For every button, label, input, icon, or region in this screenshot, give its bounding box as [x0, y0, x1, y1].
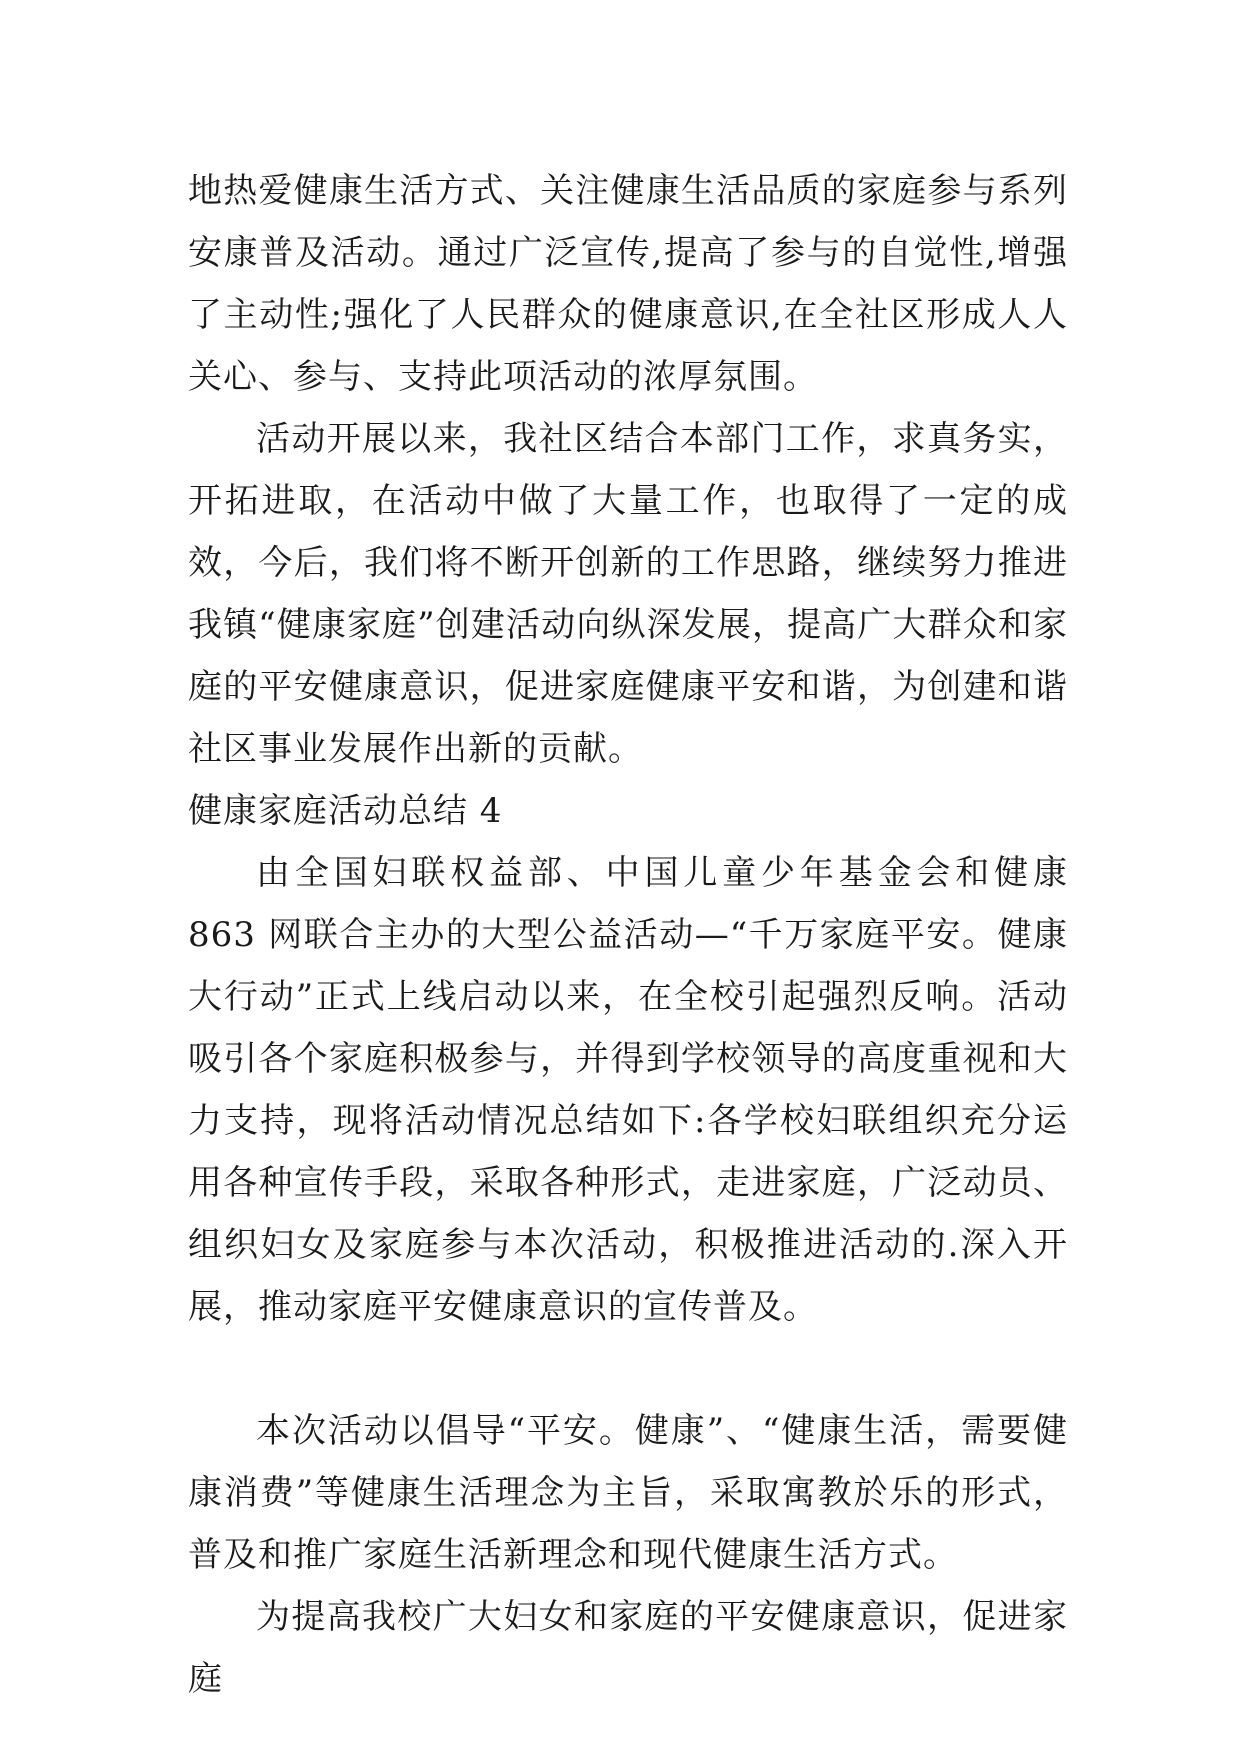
paragraph-activity-results: 活动开展以来，我社区结合本部门工作，求真务实，开拓进取，在活动中做了大量工作，也取得了一定的成效，今后，我们将不断开创新的工作思路，继续努力推进我镇“健康家庭”创建活动向纵深发展，提高广大群众和家庭的平安健康意识，促进家庭健康平安和谐，为创建和谐社区事业发展作出新的贡献。	[188, 419, 1068, 769]
paragraph-activity-theme: 本次活动以倡导“平安。健康”、“健康生活，需要健康消费”等健康生活理念为主旨，采取寓教於乐的形式，普及和推广家庭生活新理念和现代健康生活方式。	[188, 1411, 1068, 1575]
document-body	[188, 160, 1068, 1710]
paragraph-healthy-lifestyle-promotion: 地热爱健康生活方式、关注健康生活品质的家庭参与系列安康普及活动。通过广泛宣传,提高了参与的自觉性,增强了主动性;强化了人民群众的健康意识,在全社区形成人人关心、参与、支持此项活动的浓厚氛围。	[188, 171, 1068, 397]
paragraph-spacer	[188, 1338, 1068, 1400]
section-heading: 健康家庭活动总结 4	[188, 791, 503, 831]
paragraph-event-introduction: 由全国妇联权益部、中国儿童少年基金会和健康 863 网联合主办的大型公益活动—“千万家庭平安。健康大行动”正式上线启动以来，在全校引起强烈反响。活动吸引各个家庭积极参与，并得到学校领导的高度重视和大力支持，现将活动情况总结如下:各学校妇联组织充分运用各种宣传手段，采取各种形式，走进家庭，广泛动员、组织妇女及家庭参与本次活动，积极推进活动的.深入开展，推动家庭平安健康意识的宣传普及。	[188, 853, 1068, 1327]
paragraph-awareness-continued: 为提高我校广大妇女和家庭的平安健康意识，促进家庭	[188, 1597, 1068, 1699]
